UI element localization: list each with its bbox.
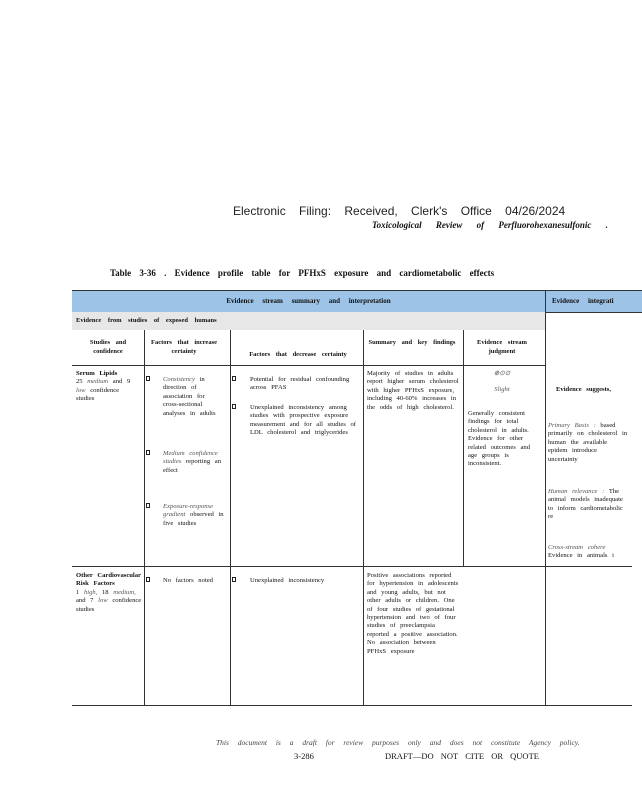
judgment-rating-icon: ⊕⊙⊙	[493, 370, 511, 377]
col-header-judgment: Evidence stream judgment	[477, 339, 527, 355]
filing-stamp: Electronic Filing: Received, Clerk's Office 04/26/2024	[233, 204, 566, 218]
row2-increase: No factors noted	[163, 577, 213, 584]
row2-confidence-text: confidence studies	[76, 597, 142, 613]
cross-stream-text: Evidence in animals i	[548, 552, 614, 560]
draft-notice: DRAFT—DO NOT CITE OR QUOTE	[385, 751, 539, 761]
row1-increase-1	[163, 376, 225, 418]
checkbox-bullet-icon	[146, 376, 150, 381]
increase-factor-text: observed in five studies	[163, 511, 224, 527]
increase-factor-name: Consistency	[163, 376, 195, 383]
integration-primary	[548, 422, 628, 464]
increase-factor-text: reporting an effect	[163, 458, 222, 474]
checkbox-bullet-icon	[146, 577, 150, 582]
row2-medium-label: medium,	[113, 588, 136, 596]
col-rule	[545, 312, 546, 706]
row1-increase-3	[163, 503, 225, 528]
increase-factor-name: Medium confidence studies	[163, 450, 218, 466]
integration-band: Evidence integrati	[546, 290, 642, 313]
table-bottom-rule	[72, 705, 632, 706]
row2-count-b: 18	[101, 588, 109, 596]
primary-basis-text: based primarily on cholesterol in human the available epidem introduce uncertainty	[548, 422, 628, 463]
evidence-profile-table	[72, 290, 628, 706]
human-relevance-label: Human relevance :	[548, 488, 605, 495]
col-header-decrease: Factors that decrease certainty	[249, 351, 347, 358]
increase-factor-name: Exposure-response gradient	[163, 503, 214, 519]
row1-study-title: Serum Lipids	[76, 370, 118, 377]
row1-decrease-2: Unexplained inconsistency among studies with prospective exposure measurement and for all studies of LDL cholesterol and triglycerides	[250, 404, 357, 437]
integration-heading: Evidence suggests,	[556, 386, 612, 393]
row1-increase-2	[163, 450, 225, 475]
row2-studies	[76, 572, 142, 614]
cross-stream-label: Cross-stream cohere	[548, 544, 606, 551]
col-header-studies: Studies and confidence	[89, 339, 127, 355]
col-header-increase: Factors that increase certainty	[150, 339, 217, 355]
integration-cross-stream	[548, 544, 628, 561]
row2-low-label: low	[98, 597, 108, 605]
col-rule	[463, 330, 464, 566]
row1-medium-label: medium	[87, 378, 109, 386]
row2-count-c: and 7	[76, 597, 94, 605]
row1-decrease-1: Potential for residual confounding across PFAS	[250, 376, 350, 392]
integration-human-relevance	[548, 488, 628, 522]
stream-summary-band: Evidence stream summary and interpretation	[72, 290, 546, 313]
human-evidence-subheader: Evidence from studies of exposed humans	[72, 312, 545, 330]
running-header: Toxicological Review of Perfluorohexanesulfonic .	[372, 220, 608, 230]
page-number: 3-286	[294, 751, 314, 761]
checkbox-bullet-icon	[146, 450, 150, 455]
checkbox-bullet-icon	[232, 404, 236, 409]
row-rule	[72, 566, 632, 567]
row1-studies	[76, 370, 142, 404]
row1-judgment-text: Generally consistent findings for total cholesterol in adults. Evidence for other related outcomes and age groups is inconsistent.	[468, 410, 531, 468]
checkbox-bullet-icon	[146, 503, 150, 508]
row2-count-a: 1	[76, 588, 80, 596]
primary-basis-label: Primary Basis :	[548, 422, 596, 429]
row1-count-a: 25	[76, 378, 83, 386]
human-relevance-text: The animal models inadequate to inform cardiometabolic re	[548, 488, 623, 521]
col-header-summary: Summary and key findings	[368, 339, 456, 346]
row2-decrease: Unexplained inconsistency	[250, 577, 325, 584]
draft-disclaimer: This document is a draft for review purposes only and does not constitute Agency policy.	[216, 738, 580, 747]
row1-count-b: and 9	[112, 378, 131, 386]
table-caption: Table 3-36 . Evidence profile table for PFHxS exposure and cardiometabolic effects	[110, 268, 495, 278]
row2-summary: Positive associations reported for hypertension in adolescents and young adults, but not other adults or children. One of four studies of gestational hypertension and two of four studies of preeclampsia reported a positive association. No association between PFHxS exposure	[367, 572, 459, 655]
row1-confidence-text: confidence studies	[76, 386, 120, 403]
judgment-label: Slight	[494, 386, 510, 393]
row1-summary: Majority of studies in adults report higher serum cholesterol with higher PFHxS exposure, including 40-60% increases in the odds of high cholesterol.	[367, 370, 459, 411]
checkbox-bullet-icon	[232, 376, 236, 381]
row1-low-label: low	[76, 386, 86, 394]
increase-factor-text: in direction of association for cross-sectional analyses in adults	[163, 376, 216, 417]
row2-high-label: high,	[83, 588, 98, 596]
col-rule	[230, 330, 231, 705]
col-rule	[363, 330, 364, 705]
row2-study-title: Other Cardiovascular Risk Factors	[76, 572, 141, 588]
col-rule	[144, 330, 145, 705]
checkbox-bullet-icon	[232, 577, 236, 582]
